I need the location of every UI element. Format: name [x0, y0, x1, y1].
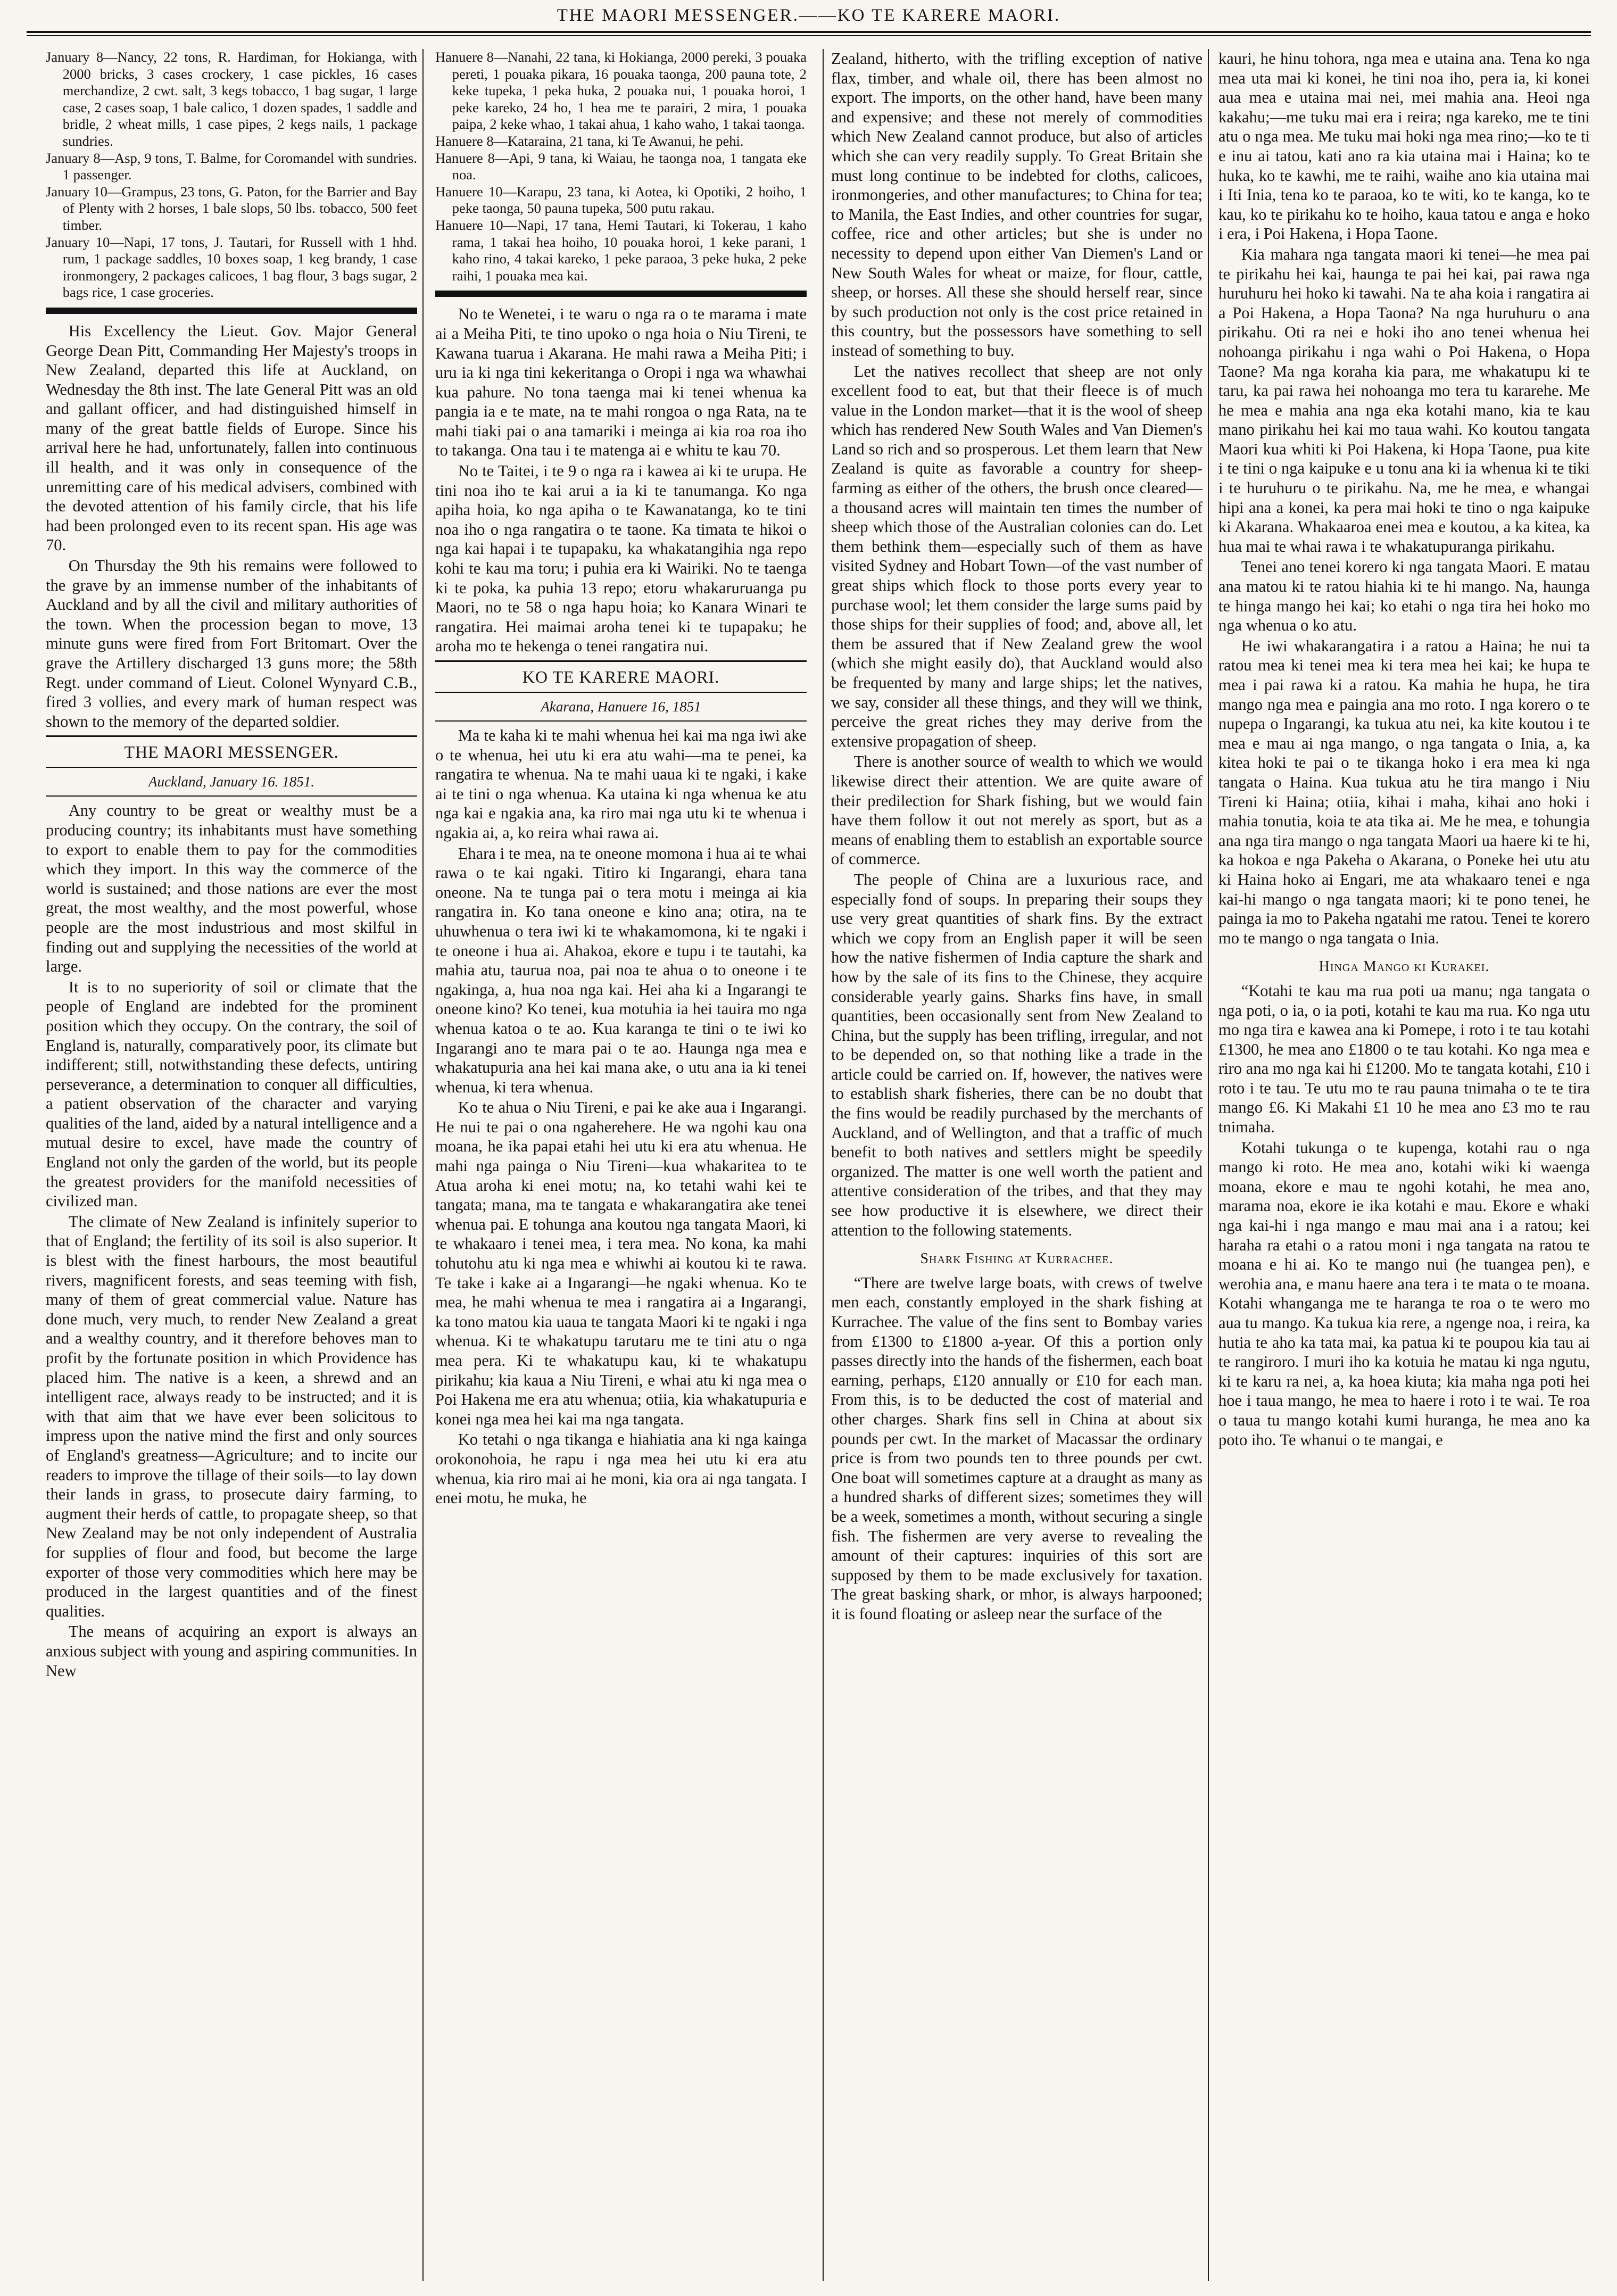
dateline: Auckland, January 16. 1851.: [148, 774, 314, 790]
editorial-paragraph: Tenei ano tenei korero ki nga tangata Maori. E matau ana matou ki te ratou hiahia ki te hi mango. Na, haunga te hinga mango hei kai; ko etahi o nga tira hei hoko mo nga whenua o ko atu.: [1218, 558, 1590, 635]
editorial-paragraph: It is to no superiority of soil or climate that the people of England are indebted for the prominent position which they occupy. On the contrary, the soil of England is, naturally, comparatively poor, its climate but indifferent; still, notwithstanding these defects, untiring perseverance, a determination to conquer all difficulties, a patient observation of the character and varying qualities of the land, aided by a natural intelligence and a mutual desire to excel, have made the country of England not only the garden of the world, but its people the greatest providers for the manifold necessities of civilized man.: [46, 977, 417, 1211]
editorial-paragraph: Ko tetahi o nga tikanga e hiahiatia ana ki nga kainga orokonohoia, he rapu i nga mea hei utu ki era atu whenua, kia riro mai ai he moni, kia ora ai nga tangata. I enei motu, he muka, he: [435, 1430, 807, 1507]
rule: [46, 735, 417, 737]
editorial-paragraph: kauri, he hinu tohora, nga mea e utaina ana. Tena ko nga mea uta mai ki konei, he tini noa iho, pera ia, ki konei aua mea e utaina mai nei, mei mahia ana. Heoi nga kakahu;—me tuku mai era i reira; nga kareko, me te tini atu o nga mea. Me tuku mai hoki nga mea rino;—ko te ti e inu ai tatou, kati ano ra kia utaina mai i Haina; ko te huka, ko te kawhi, me te raihi, waihe ano kia utaina mai i Iti Inia, tena ko te paraoa, ko te witi, ko te kanga, ko te kau, ko te pirikahu ko te hoiho, kaua tatou e anga e hoko i era, i Poi Hakena, i Hopa Taone.: [1218, 49, 1590, 243]
editorial-paragraph: The means of acquiring an export is always an anxious subject with young and aspiring communities. In New: [46, 1622, 417, 1680]
editorial-paragraph: Ko te ahua o Niu Tireni, e pai ke ake aua i Ingarangi. He nui te pai o ona ngaherehere. He wa ngohi kau ona moana, he ika papai etahi hei utu ki era atu whenua. He mahi nga painga o Niu Tireni—kua whakaritea to te Atua aroha ki enei motu; na, ko tetahi wahi kei te tangata; mana, ma te tangata e whakarangatira ake tenei whenua pai. E tohunga ana koutou nga tangata Maori, ki te whakaaro i tenei mea, i tera mea. No kona, ka mahi tohutohu atu ki nga mea e whiwhi ai koutou ki te rawa. Te take i kake ai a Ingarangi—he ngaki whenua. Ko te mea, he mahi whenua te mea i rangatira ai a Ingarangi, ka tono matou kia uaua te tangata Maori ki te ngaki i nga whenua. Ki te whakatupu tarutaru me te tini atu o nga mea pera. Ki te whakatupu kau, ki te whakatupu pirikahu; kia kaua a Niu Tireni, e whai atu ki nga mea o Poi Hakena me era atu whenua; otiia, kia whakatupuria e konei nga mea hei kai ma nga tangata.: [435, 1098, 807, 1428]
column-2: [435, 49, 807, 2281]
news-paragraph: On Thursday the 9th his remains were followed to the grave by an immense number of the inhabitants of Auckland and by all the civil and military authorities of the town. When the procession began to move, 13 minute guns were fired from Fort Britomart. Over the grave the Artillery discharged 13 guns more; the 58th Regt. under command of Lieut. Colonel Wynyard C.B., fired 3 vollies, and every mark of human respect was shown to the memory of the departed soldier.: [46, 557, 417, 731]
editorial-paragraph: Any country to be great or wealthy must be a producing country; its inhabitants must have something to export to enable them to pay for the commodities which they import. In this way the commerce of the world is sustained; and those nations are ever the most great, the most wealthy, and the most powerful, whose people are the most industrious and most skilful in finding out and supplying the necessities of the world at large.: [46, 801, 417, 976]
running-head: THE MAORI MESSENGER.——KO TE KARERE MAORI.: [557, 6, 1061, 25]
column-1: [46, 49, 417, 2281]
shipping-entry: Hanuere 10—Napi, 17 tana, Hemi Tautari, ki Tokerau, 1 kaho rama, 1 takai hea hoiho, 10 pouaka horoi, 1 keke parani, 1 kaho rino, 4 takai kareko, 1 peke paraoa, 3 peke huka, 2 peke raihi, 1 pouaka mea kai.: [435, 217, 807, 284]
rule: [435, 720, 807, 722]
rule: [46, 795, 417, 797]
editorial-paragraph: Let the natives recollect that sheep are not only excellent food to eat, but that their fleece is of much value in the London market—that it is the wool of sheep which has rendered New South Wales and Van Diemen's Land so rich and so prosperous. Let them learn that New Zealand is quite as favorable a country for sheep-farming as either of the others, the brush once cleared—a thousand acres will maintain ten times the number of sheep which those of the Australian colonies can do. Let them bethink them—especially such of them as have visited Sydney and Hobart Town—of the vast number of great ships which flock to those ports every year to purchase wool; let them consider the large sums paid by those ships for their supplies of food; and, above all, let them be assured that if New Zealand grew the wool (which she might easily do), that Auckland would also be frequented by many and large ships; let the natives, we say, consider all these things, and they will we think, perceive the great riches they may derive from the extensive propagation of sheep.: [831, 362, 1203, 750]
editorial-paragraph: He iwi whakarangatira i a ratou a Haina; he nui ta ratou mea ki tenei mea ki tera mea hei kai; ke hupa te mea i pai rawa ki a ratou. Ka mahia he hupa, he tira mango nga mea e paingia ana mo roto. I nga korero o te nupepa o Ingarangi, ka tukua atu nei, ka kite koutou i te mea e mau ai nga mango, o nga tangata o Inia, a, ka kitea hoki te pai o te tikanga hoko i era mea ki nga tangata o Haina. Kua tukua atu he tira mango i Niu Tireni ki Haina; otiia, kihai i maha, kihai ano hoki i mahia tonutia, koia te ata tika ai. Me he mea, e tohungia ana nga tira mango o nga tangata Maori ua haere ki te hi, ka hokoa e nga Pakeha o Akarana, o Poneke hei utu atu ki Haina hoko ai Engari, me ata whakaaro tenei e nga kai-hi mango o nga tangata maori; ki te pono tenei, he painga ia mo to Pakeha ngatahi me ratou. Tenei te korero mo te mango o nga tangata o Inia.: [1218, 636, 1590, 947]
editorial-paragraph: There is another source of wealth to which we would likewise direct their attention. We are quite aware of their predilection for Shark fishing, but we would fain have them follow it out not merely as sport, but as a means of enabling them to establish an exportable source of commerce.: [831, 752, 1203, 868]
shipping-entry: January 8—Nancy, 22 tons, R. Hardiman, for Hokianga, with 2000 bricks, 3 cases crockery, 1 case pickles, 16 cases merchandize, 2 cwt. salt, 3 kegs tobacco, 1 bag sugar, 1 large case, 2 cases soap, 1 bale calico, 1 dozen spades, 1 saddle and bridle, 2 wheat mills, 1 case pipes, 2 kegs nails, 1 package sundries.: [46, 49, 417, 149]
shipping-entry: Hanuere 8—Kataraina, 21 tana, ki Te Awanui, he pehi.: [435, 132, 744, 149]
article-heading: Hinga Mango ki Kurakei.: [1319, 958, 1490, 975]
column-rule: [422, 49, 424, 2281]
shipping-entry: Hanuere 8—Nanahi, 22 tana, ki Hokianga, 2000 pereki, 3 pouaka pereti, 1 pouaka pikara, 16 pouaka taonga, 200 pauna tote, 2 keke tupeka, 1 peka huka, 2 pouaka nui, 1 pouaka horoi, 1 peke kareko, 24 ho, 1 hea me te parairi, 2 mira, 1 pouaka paipa, 2 keke whao, 1 takai ahua, 1 kaho waho, 1 takai taonga.: [435, 49, 807, 132]
shipping-entry: Hanuere 10—Karapu, 23 tana, ki Aotea, ki Opotiki, 2 hoiho, 1 peke taonga, 50 pauna tupeka, 500 putu rakau.: [435, 183, 807, 217]
rule: [46, 767, 417, 768]
shipping-entry: Hanuere 8—Api, 9 tana, ki Waiau, he taonga noa, 1 tangata eke noa.: [435, 150, 807, 183]
editorial-paragraph: The climate of New Zealand is infinitely superior to that of England; the fertility of its soil is also superior. It is blest with the finest harbours, the most beautiful rivers, magnificent forests, and seas teeming with fish, many of them of great commercial value. Nature has done much, very much, to render New Zealand a great and a wealthy country, and it therefore behoves man to profit by the fortunate position in which Providence has placed him. The native is a keen, a shrewd and an intelligent race, always ready to be instructed; and it is with that aim that we have ever been solicitous to impress upon the native mind the first and only sources of England's greatness—Agriculture; and to incite our readers to improve the tillage of their soils—to lay down their lands in grass, to prosecute dairy farming, to augment their herds of cattle, to propagate sheep, so that New Zealand may be not only independent of Australia for supplies of flour and food, but become the large exporter of those very commodities which here may be produced in the largest quantities and of the finest qualities.: [46, 1212, 417, 1620]
quoted-paragraph: Kotahi tukunga o te kupenga, kotahi rau o nga mango ki roto. He mea ano, kotahi wiki ki waenga moana, ekore e mau te ngohi kotahi, he mea ano, marama noa, ekore ie ika kotahi e mau. Ekore e whaki nga kai-hi i nga mango e mau mai ana i a ratou; kei haraha ra etahi o a ratou moni i nga tangata na ratou te moana e hi ai. Ko te mango nui (he tuangea pen), e werohia ana, e manu haere ana tera i te mata o te moana. Kotahi whanganga me te haranga te roa o te wero mo aua tu mango. Ka tukua kia rere, a ngenge noa, i reira, ka hutia te aho ka tata mai, ka patua ki te poupou kia tau ai te rangiroro. I muri iho ka kotuia he matau ki nga ngutu, ki te karu ra nei, a, ka hoea kiuta; kia maha nga poti hei hoe i taua mango, he mea to haere i roto i te wai. Te roa o taua tu mango kotahi kumi huranga, he mea ano ka poto iho. Te whanui o te mangai, e: [1218, 1138, 1590, 1449]
section-title: THE MAORI MESSENGER.: [124, 742, 339, 762]
news-paragraph: No te Taitei, i te 9 o nga ra i kawea ai ki te urupa. He tini noa iho te kai arui a ia ki te tanumanga. Ko nga apiha hoia, ko nga apiha o te Kawanatanga, ko te tini noa iho o nga rangatira o te taone. Ka timata te hikoi o nga kai hapai i te tupapaku, ka whakatangihia nga repo kohi te kau ma toru; i puhia era ki Wairiki. No te taenga ki te poka, ka puhia 13 repo; etoru whakaruruanga pu Maori, no te 58 o nga hapu hoia; ko Kanara Winari te rangatira. Hei maimai aroha tenei ki te tupapaku; he aroha mo te hekenga o tenei rangatira nui.: [435, 462, 807, 656]
masthead-rule-thin: [27, 35, 1591, 36]
section-divider: [435, 291, 807, 297]
column-rule: [823, 49, 824, 2281]
editorial-paragraph: The people of China are a luxurious race, and especially fond of soups. In preparing their soups they use very great quantities of shark fins. By the extract which we copy from an English paper it will be seen how the native fishermen of India capture the shark and how by the sale of its fins to the Chinese, they acquire considerable yearly gains. Sharks fins have, in small quantities, been occasionally sent from New Zealand to China, but the supply has been trifling, irregular, and not to be depended on, so that nothing like a trade in the article could be carried on. If, however, the natives were to establish shark fisheries, there can be no doubt that the fins would be readily purchased by the merchants of Auckland, and of Wellington, and that a traffic of much benefit to both natives and settlers might be speedily organized. The matter is one well worth the patient and attentive consideration of the tribes, and that they may see how productive it is elsewhere, we direct their attention to the following statements.: [831, 870, 1203, 1239]
shipping-entry: January 10—Grampus, 23 tons, G. Paton, for the Barrier and Bay of Plenty with 2 horses, 1 bale slops, 50 lbs. tobacco, 500 feet timber.: [46, 183, 417, 233]
rule: [435, 660, 807, 662]
editorial-paragraph: Ma te kaha ki te mahi whenua hei kai ma nga iwi ake o te whenua, hei utu ki era atu wahi—ma te penei, ka rangatira te whenua. Na te mahi uaua ki te ngaki, i kake ai te tini o nga whenua. Ka utaina ki nga whenua ke atu nga kai e ngakia ana, ka riro mai nga utu ki te whenua i ngakia ai, a, ko reira whai rawa ai.: [435, 726, 807, 842]
editorial-paragraph: Kia mahara nga tangata maori ki tenei—he mea pai te pirikahu hei kai, haunga te pai hei kai, pai rawa nga huruhuru hei hoko ki tawahi. Na te aha koia i rangatira ai a Poi Hakena, a Hopa Taona? Na nga huruhuru o ana pirikahu. Oti ra nei e hoki iho ano tenei whenua hei nohoanga pirikahu i nga wahi o Poi Hakena, o Hopa Taone? Ma nga koraha kia para, me whakatupu ki te taru, ka pai rawa hei nohoanga mo tera tu kararehe. Me he mea e mahia ana nga eka kotahi mano, kia te kau mano pirikahu hei kai mo taua wahi. Ko koutou tangata Maori kua whiti ki Poi Hakena, ki Hopa Taone, pua kite i te tini o nga kaipuke e u tonu ana ki ia whenua ki te tiki i te huruhuru o te pirikahu. Na, me he mea, e whangai hipi ana a konei, ka pera mai hoki te tino o nga kaipuke ki Akarana. Whakaaroa enei mea e koutou, a ka kitea, ka hua mai te whai rawa i te whakatupuranga pirikahu.: [1218, 245, 1590, 556]
section-title: KO TE KARERE MAORI.: [522, 667, 720, 686]
column-3: [831, 49, 1203, 2281]
dateline: Akarana, Hanuere 16, 1851: [541, 699, 701, 715]
quoted-paragraph: “There are twelve large boats, with crews of twelve men each, constantly employed in the shark fishing at Kurrachee. The value of the fins sent to Bombay varies from £1300 to £1800 a-year. Of this a portion only passes directly into the hands of the fishermen, each boat earning, perhaps, £120 annually or £10 for each man. From this, is to be deducted the cost of material and other charges. Shark fins sell in China at about six pounds per cwt. In the market of Macassar the ordinary price is from two pounds ten to three pounds per cwt. One boat will sometimes capture at a draught as many as a hundred sharks of different sizes; sometimes they will be a week, sometimes a month, without securing a single fish. The fishermen are very averse to revealing the amount of their captures: inquiries of this sort are supposed by them to be made exclusively for taxation. The great basking shark, or mhor, is always harpooned; it is found floating or asleep near the surface of the: [831, 1273, 1203, 1623]
column-4: [1218, 49, 1590, 2281]
masthead-rule-thick: [27, 31, 1591, 33]
news-paragraph: His Excellency the Lieut. Gov. Major General George Dean Pitt, Commanding Her Majesty's troops in New Zealand, departed this life at Auckland, on Wednesday the 8th inst. The late General Pitt was an old and gallant officer, and had distinguished himself in many of the great battle fields of Europe. Since his arrival here he had, unfortunately, fallen into continuous ill health, and it was only in consequence of the unremitting care of his medical advisers, combined with the devoted attention of his family circle, that his life had been prolonged even to its recent span. His age was 70.: [46, 321, 417, 554]
rule: [435, 692, 807, 693]
quoted-paragraph: “Kotahi te kau ma rua poti ua manu; nga tangata o nga poti, o ia, o ia poti, kotahi te kau ma rua. Ko nga utu mo nga tira e kawea ana ki Pomepe, i roto i te tau kotahi £1300, he mea ano £1800 o te tau kotahi. Ko nga mea e riro ana mo nga kai hi £1200. Mo te tangata kotahi, £10 i roto i te tau. Te utu mo te rau pauna tnimaha o te te tira mango £6. Ki Makahi £1 10 he mea ano £3 mo te rau tnimaha.: [1218, 981, 1590, 1137]
column-rule: [1208, 49, 1209, 2281]
editorial-paragraph: Zealand, hitherto, with the trifling exception of native flax, timber, and whale oil, there has been almost no export. The imports, on the other hand, have been many and expensive; and these not merely of commodities which New Zealand cannot produce, but also of articles which she can very readily supply. To Great Britain she must long continue to be indebted for cloths, calicoes, ironmongeries, and other manufactures; to China for tea; to Manila, the East Indies, and other countries for sugar, coffee, rice and other articles; but she is under no necessity to depend upon either Van Diemen's Land or New South Wales for wheat or maize, for flour, cattle, sheep, or horses. All these she should herself rear, since by such production not only is the cost price retained in this country, but the possessors have something to sell instead of something to buy.: [831, 49, 1203, 360]
section-divider: [46, 308, 417, 314]
news-paragraph: No te Wenetei, i te waru o nga ra o te marama i mate ai a Meiha Piti, te tino upoko o nga hoia o Niu Tireni, te Kawana tuarua i Akarana. He mahi rawa a Meiha Piti; i uru ia ki nga tini kekeritanga o Oropi i nga wa whawhai kua pahure. No tona taenga mai ki tenei whenua ka pangia ia e te mate, na te mahi rongoa o nga Rata, na te mahi tiaki pai o ana tamariki i meinga ai kia roa roa iho to takanga. Ona tau i te matenga ai e whitu te kau 70.: [435, 305, 807, 460]
shipping-entry: January 10—Napi, 17 tons, J. Tautari, for Russell with 1 hhd. rum, 1 package saddles, 10 boxes soap, 1 keg brandy, 1 case ironmongery, 2 packages calicoes, 1 bag flour, 3 bags sugar, 2 bags rice, 1 case groceries.: [46, 234, 417, 301]
shipping-entry: January 8—Asp, 9 tons, T. Balme, for Coromandel with sundries. 1 passenger.: [46, 150, 417, 183]
editorial-paragraph: Ehara i te mea, na te oneone momona i hua ai te whai rawa o te kai ngaki. Titiro ki Ingarangi, ehara tana oneone. Na te tunga pai o tera motu i meinga ai kia rangatira in. Ko tana oneone e kino ana; otira, na te uhuwhenua o tera iwi ki te whakamomona, ki te ngaki i te oneone i hua ai. Ahakoa, ekore e tupu i te tautahi, ka mahia atu, taurua noa, pai noa te ahua o to oneone i te ngakinga, a, hua noa nga kai. Hei aha ki a Ingarangi te oneone kino? Ko tenei, kua motuhia ia hei tauira mo nga whenua katoa o te ao. Kua karanga te tini o te iwi ko Ingarangi ano te mara pai o te ao. Haunga nga mea e whakatupuria ana hei kai mana ake, o utu ana ia ki tenei whenua, ki tera whenua.: [435, 844, 807, 1096]
article-heading: Shark Fishing at Kurrachee.: [920, 1250, 1114, 1267]
